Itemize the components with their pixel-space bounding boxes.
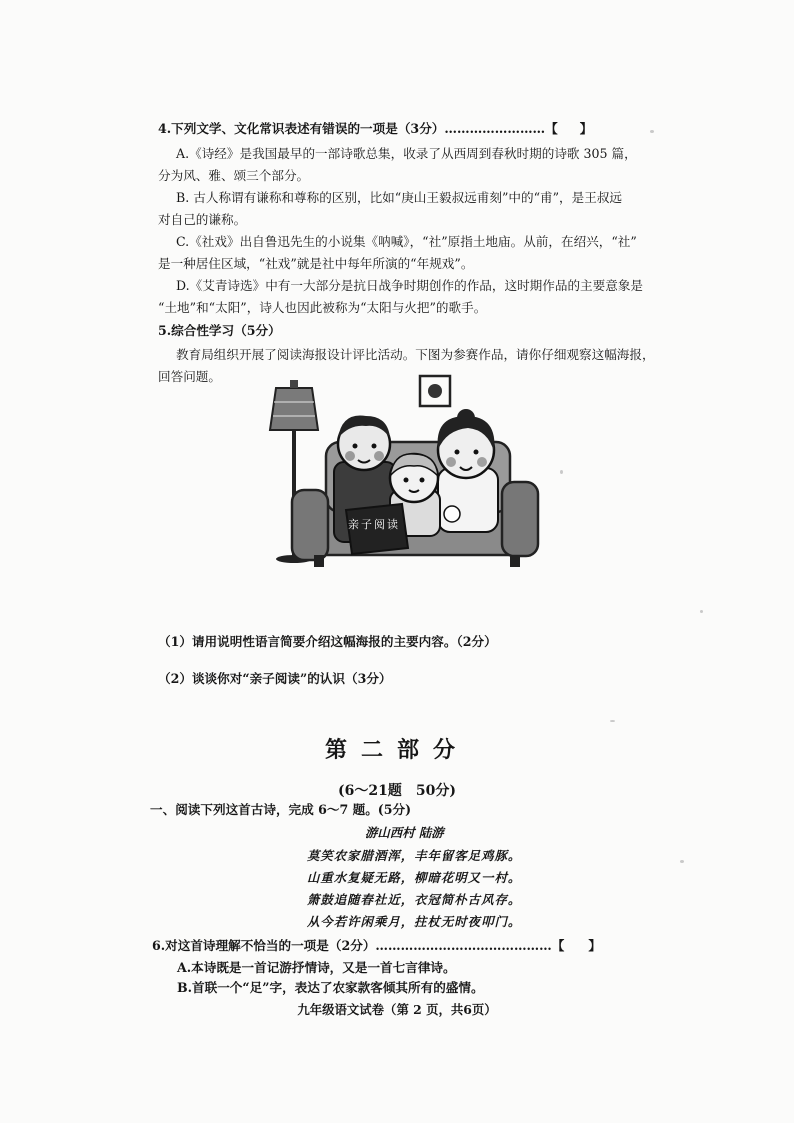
scan-speck bbox=[610, 720, 615, 722]
part2-subtitle: (6～21题 50分) bbox=[338, 783, 456, 799]
q6-option-b: B.首联一个“足”字，表达了农家款客倾其所有的盛情。 bbox=[177, 980, 484, 995]
q4-option-a-line1: A.《诗经》是我国最早的一部诗歌总集，收录了从西周到春秋时期的诗歌 305 篇， bbox=[176, 146, 637, 161]
page-footer: 九年级语文试卷（第 2 页，共6页） bbox=[297, 1002, 497, 1017]
q5-sub2: （2）谈谈你对“亲子阅读”的认识（3分） bbox=[158, 671, 392, 686]
poster-illustration bbox=[262, 372, 542, 582]
poem-line-4: 从今若许闲乘月，拄杖无时夜叩门。 bbox=[307, 914, 522, 929]
q6-answer-bracket: 】 bbox=[588, 938, 601, 953]
poem-title: 游山西村 陆游 bbox=[365, 825, 444, 840]
q5-intro-line2: 回答问题。 bbox=[158, 369, 221, 384]
q4-option-c-line2: 是一种居住区域，“社戏”就是社中每年所演的“年规戏”。 bbox=[158, 256, 474, 271]
q6-stem-text: 6.对这首诗理解不恰当的一项是（2分）……………………………………【 bbox=[152, 938, 565, 953]
cat-icon bbox=[444, 506, 460, 522]
lamp-top bbox=[290, 380, 298, 388]
q4-option-c-line1: C.《社戏》出自鲁迅先生的小说集《呐喊》，“社”原指土地庙。从前，在绍兴，“社” bbox=[176, 234, 637, 249]
scan-speck bbox=[560, 470, 563, 474]
globe-icon bbox=[428, 384, 442, 398]
lamp-shade-icon bbox=[270, 388, 318, 430]
q4-option-a-line2: 分为风、雅、颂三个部分。 bbox=[158, 168, 310, 183]
q4-option-d-line2: “土地”和“太阳”，诗人也因此被称为“太阳与火把”的歌手。 bbox=[158, 300, 487, 315]
section1-heading: 一、阅读下列这首古诗，完成 6～7 题。(5分) bbox=[150, 802, 412, 817]
q5-intro-line1: 教育局组织开展了阅读海报设计评比活动。下图为参赛作品，请你仔细观察这幅海报， bbox=[176, 347, 655, 362]
part2-title: 第二部分 bbox=[324, 737, 469, 763]
scan-speck bbox=[680, 860, 684, 863]
scan-speck bbox=[650, 130, 654, 133]
q5-stem: 5.综合性学习（5分） bbox=[158, 323, 281, 338]
reading-poster bbox=[262, 372, 542, 582]
q4-stem-text: 4.下列文学、文化常识表述有错误的一项是（3分）……………………【 bbox=[158, 121, 558, 136]
poem-line-3: 箫鼓追随春社近，衣冠简朴古风存。 bbox=[307, 892, 522, 907]
poem-line-2: 山重水复疑无路，柳暗花明又一村。 bbox=[307, 870, 522, 885]
q4-option-d-line1: D.《艾青诗选》中有一大部分是抗日战争时期创作的作品，这时期作品的主要意象是 bbox=[176, 278, 644, 293]
q4-option-b-line2: 对自己的谦称。 bbox=[158, 212, 247, 227]
q4-answer-bracket: 】 bbox=[579, 121, 593, 136]
q6-stem bbox=[152, 937, 601, 954]
q6-option-a: A.本诗既是一首记游抒情诗，又是一首七言律诗。 bbox=[177, 960, 456, 975]
sofa-arm-left bbox=[292, 490, 328, 560]
scan-speck bbox=[700, 610, 703, 613]
sofa-arm-right bbox=[502, 482, 538, 556]
q4-stem bbox=[158, 120, 592, 137]
poem-line-1: 莫笑农家腊酒浑，丰年留客足鸡豚。 bbox=[307, 848, 522, 863]
poster-caption: 亲子阅读 bbox=[348, 518, 400, 531]
q5-sub1: （1）请用说明性语言简要介绍这幅海报的主要内容。（2分） bbox=[158, 634, 497, 649]
q4-option-b-line1: B. 古人称谓有谦称和尊称的区别，比如“庚山王毅叔远甫刻”中的“甫”，是王叔远 bbox=[176, 190, 623, 205]
